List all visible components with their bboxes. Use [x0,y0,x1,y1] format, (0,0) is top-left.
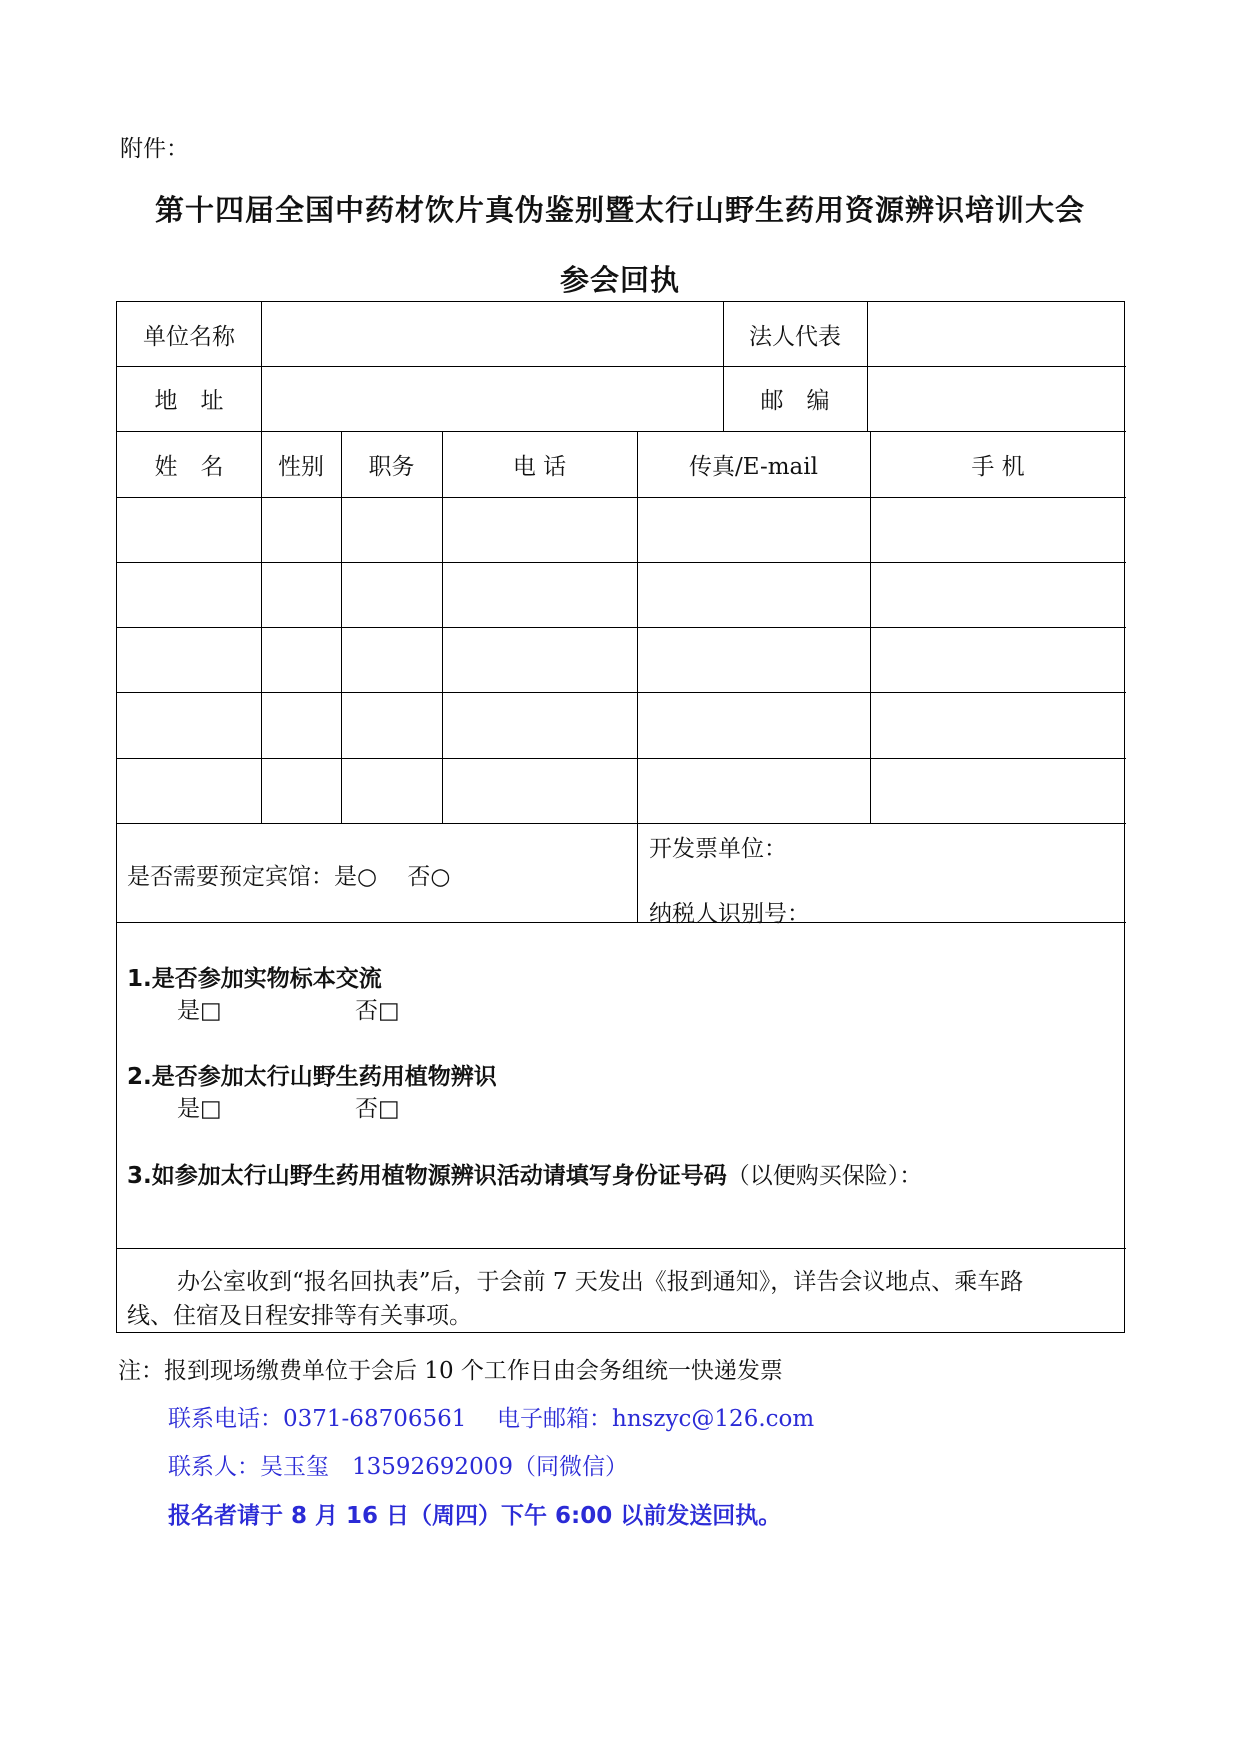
contact-person: 联系人：吴玉玺 13592692009（同微信） [168,1454,628,1480]
address-label: 地 址 [154,388,224,414]
unit-name-label: 单位名称 [143,323,235,350]
attachment-label: 附件： [120,136,189,162]
col-header-position: 职务 [368,453,415,480]
tax-id-label: 纳税人识别号： [649,901,810,927]
participant-cell[interactable] [341,497,442,562]
q2-yes-checkbox[interactable]: 是□ [177,1096,222,1122]
question-3-note: （以便购买保险）： [726,1163,923,1189]
hotel-question[interactable]: 是否需要预定宾馆：是○ 否○ [127,864,451,890]
invoice-unit-label: 开发票单位： [649,836,787,862]
participant-cell[interactable] [442,497,637,562]
participant-cell[interactable] [870,562,1126,627]
row-divider [117,922,1126,923]
postcode-field[interactable] [867,366,1126,431]
contact-email[interactable]: 电子邮箱：hnszyc@126.com [497,1406,815,1432]
participant-cell[interactable] [637,692,870,757]
participant-cell[interactable] [341,562,442,627]
participant-cell[interactable] [442,627,637,692]
participant-cell[interactable] [442,758,637,823]
participant-cell[interactable] [261,758,341,823]
row-divider [117,1248,1126,1249]
participant-cell[interactable] [341,692,442,757]
office-notice-line2: 线、住宿及日程安排等有关事项。 [127,1303,472,1329]
participant-cell[interactable] [442,692,637,757]
unit-name-field[interactable] [261,302,723,366]
participant-cell[interactable] [870,692,1126,757]
contact-phone: 联系电话：0371-68706561 [168,1406,467,1432]
participant-cell[interactable] [117,758,261,823]
participant-cell[interactable] [117,692,261,757]
participant-cell[interactable] [870,627,1126,692]
col-header-mobile: 手 机 [971,453,1025,480]
question-2: 2.是否参加太行山野生药用植物辨识 [127,1064,497,1090]
q2-no-checkbox[interactable]: 否□ [355,1096,400,1122]
participant-cell[interactable] [341,758,442,823]
postcode-label: 邮 编 [760,388,830,414]
footer-note: 注：报到现场缴费单位于会后 10 个工作日由会务组统一快递发票 [118,1358,783,1384]
document-title: 第十四届全国中药材饮片真伪鉴别暨太行山野生药用资源辨识培训大会 [154,193,1085,227]
participant-cell[interactable] [870,497,1126,562]
participant-cell[interactable] [117,627,261,692]
document-subtitle: 参会回执 [559,263,680,297]
row-divider [117,823,1126,824]
participant-cell[interactable] [261,692,341,757]
col-header-fax-email: 传真/E-mail [689,453,818,480]
question-3-text: 3.如参加太行山野生药用植物源辨识活动请填写身份证号码 [127,1163,727,1189]
reply-form-table [116,301,1125,1333]
question-1: 1.是否参加实物标本交流 [127,966,382,992]
col-header-name: 姓 名 [154,453,224,480]
address-field[interactable] [261,366,723,431]
participant-cell[interactable] [637,497,870,562]
q1-no-checkbox[interactable]: 否□ [355,998,400,1024]
participant-cell[interactable] [637,758,870,823]
col-header-gender: 性别 [278,453,324,480]
office-notice-line1: 办公室收到“报名回执表”后，于会前 7 天发出《报到通知》，详告会议地点、乘车路 [177,1269,1024,1295]
q1-yes-checkbox[interactable]: 是□ [177,998,222,1024]
participant-cell[interactable] [637,562,870,627]
participant-cell[interactable] [637,627,870,692]
deadline-notice: 报名者请于 8 月 16 日（周四）下午 6:00 以前发送回执。 [168,1503,782,1529]
legal-rep-label: 法人代表 [749,323,841,350]
participant-cell[interactable] [261,562,341,627]
participant-cell[interactable] [261,497,341,562]
participant-cell[interactable] [117,562,261,627]
participant-cell[interactable] [261,627,341,692]
col-header-phone: 电 话 [512,453,567,480]
participant-cell[interactable] [341,627,442,692]
participant-cell[interactable] [442,562,637,627]
participant-cell[interactable] [117,497,261,562]
question-3 [127,1157,922,1190]
participant-cell[interactable] [870,758,1126,823]
legal-rep-field[interactable] [867,302,1126,366]
